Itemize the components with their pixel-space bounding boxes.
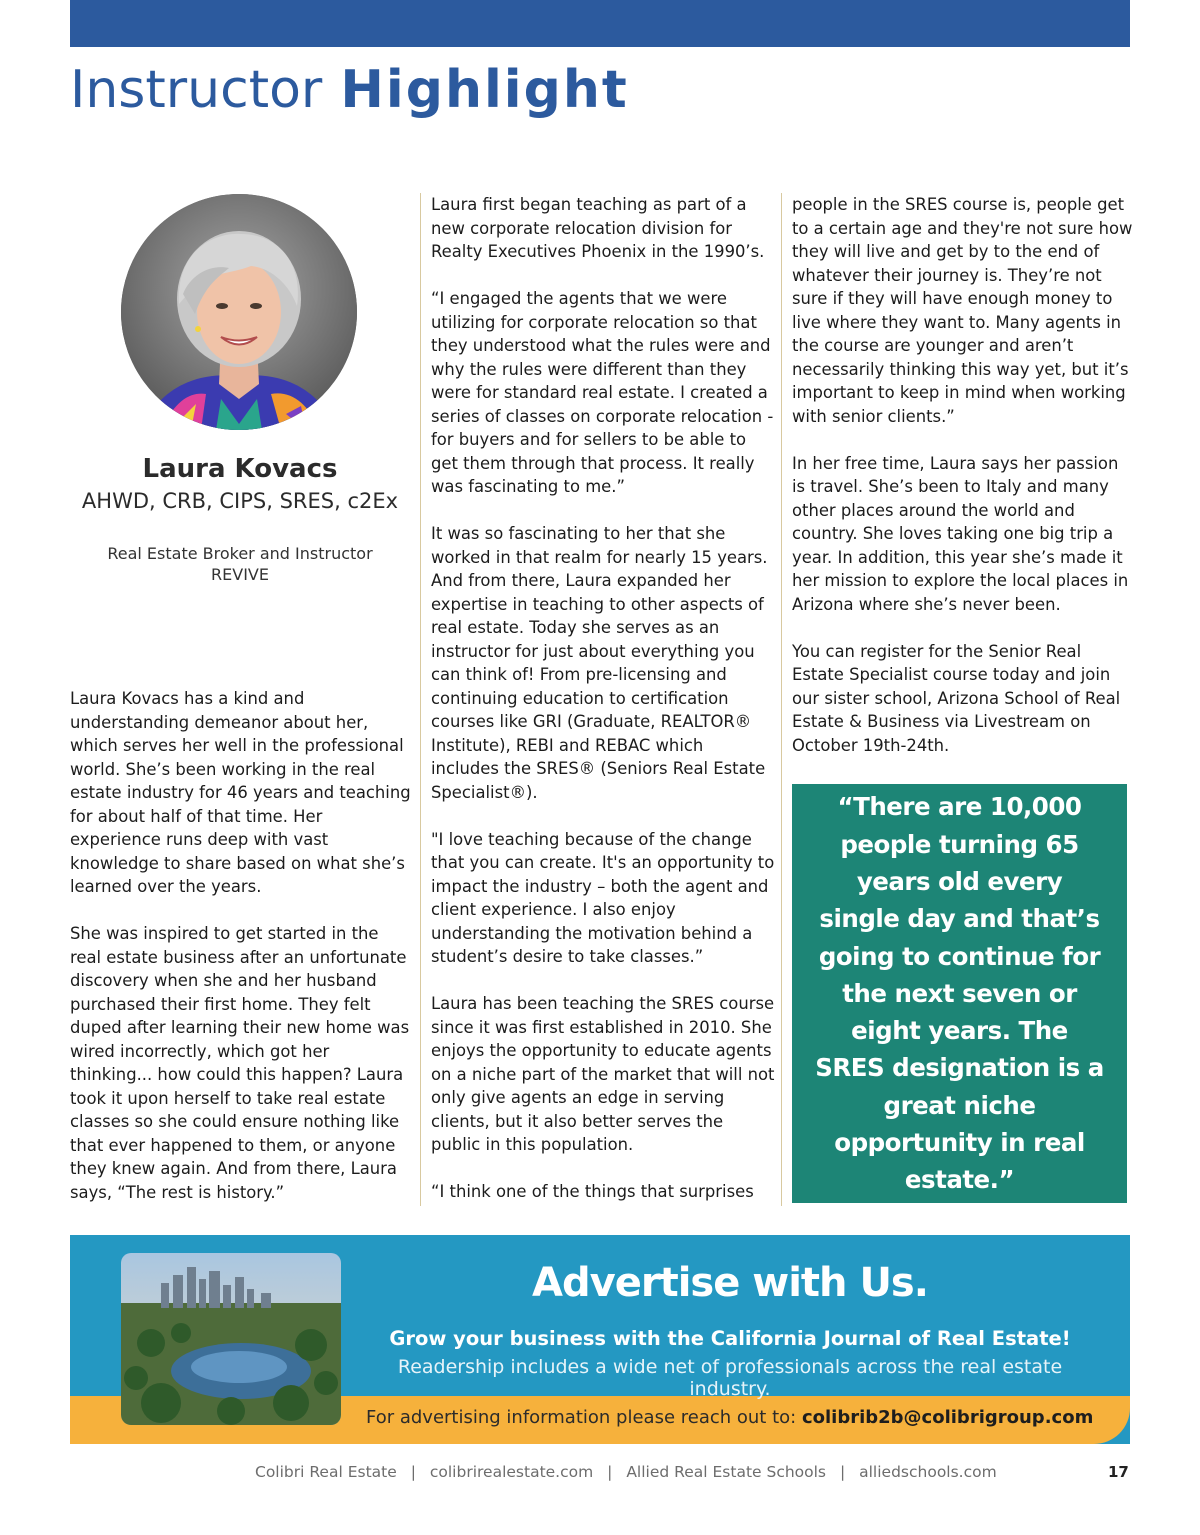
instructor-organization: REVIVE xyxy=(211,565,269,584)
paragraph: You can register for the Senior Real Estate Specialist course today and join our sister school, Arizona School of Real Estate & Business via Livestream on October 19th-24th. xyxy=(792,641,1121,755)
advertise-banner[interactable] xyxy=(70,1235,1130,1444)
city-illustration xyxy=(121,1253,341,1425)
paragraph: “I engaged the agents that we were utilizing for corporate relocation so that they understood what the rules were and why the rules were different than they were for standard real estate. I created a series of classes on corporate relocation - for buyers and for sellers to be able to get them through that process. It really was fascinating to me.” xyxy=(431,289,774,496)
ad-contact-email[interactable]: colibrib2b@colibrigroup.com xyxy=(801,1407,1094,1428)
ad-subhead: Grow your business with the California Journal of Real Estate! xyxy=(389,1327,1071,1350)
paragraph: In her free time, Laura says her passion is travel. She’s been to Italy and many other places around the world and country. She loves taking one big trip a year. In addition, this year she’s made it her mission to explore the local places in Arizona where she’s never been. xyxy=(792,453,1129,614)
city-photo xyxy=(121,1253,341,1425)
paragraph: Laura has been teaching the SRES course since it was first established in 2010. She enjoys the opportunity to educate agents on a niche part of the market that will not only give agents an edge in serving clients, but it also better serves the public in this population. xyxy=(431,994,775,1154)
title-bold: Highlight xyxy=(340,60,629,120)
paragraph: people in the SRES course is, people get to a certain age and they're not sure how they will live and get by to the end of whatever their journey is. They’re not sure if they will have enough money to live where they want to. Many agents in the course are younger and aren’t necessarily thinking this way yet, but it’s important to keep in mind when working with senior clients.” xyxy=(792,195,1133,426)
footer-separator: | xyxy=(410,1463,416,1481)
article-column-2 xyxy=(431,193,776,1227)
instructor-role: Real Estate Broker and Instructor xyxy=(107,544,373,563)
header-bar xyxy=(70,0,1130,47)
ad-contact-prefix: For advertising information please reach out to: xyxy=(366,1407,797,1428)
paragraph: "I love teaching because of the change that you can create. It's an opportunity to impact the industry – both the agent and client experience. I also enjoy understanding the motivation behind a student’s desire to take classes.” xyxy=(431,829,775,966)
footer-brand: Allied Real Estate Schools xyxy=(626,1463,827,1481)
footer-link[interactable]: colibrirealestate.com xyxy=(429,1463,594,1481)
article-column-1 xyxy=(70,687,412,1228)
article-column-3 xyxy=(792,193,1134,781)
title-light: Instructor xyxy=(70,60,323,120)
column-divider xyxy=(420,193,421,1206)
footer-link[interactable]: alliedschools.com xyxy=(859,1463,997,1481)
instructor-credentials: AHWD, CRB, CIPS, SRES, c2Ex xyxy=(81,489,399,513)
ad-contact xyxy=(366,1407,1106,1428)
paragraph: Laura first began teaching as part of a new corporate relocation division for Realty Executives Phoenix in the 1990’s. xyxy=(431,195,765,261)
ad-description: Readership includes a wide net of professionals across the real estate industry. xyxy=(397,1356,1063,1400)
footer-separator: | xyxy=(607,1463,613,1481)
portrait-illustration xyxy=(121,194,357,430)
pull-quote-box xyxy=(792,784,1127,1203)
footer-separator: | xyxy=(839,1463,846,1481)
footer-brand: Colibri Real Estate xyxy=(255,1463,397,1481)
paragraph: It was so fascinating to her that she worked in that realm for nearly 15 years. And from there, Laura expanded her expertise in teaching to other aspects of real estate. Today she serves as an instructor for just about everything you can think of! From pre-licensing and continuing education to certification courses like GRI (Graduate, REALTOR® Institute), REBI and REBAC which includes the SRES® (Seniors Real Estate Specialist®). xyxy=(431,524,768,802)
pull-quote: “There are 10,000 people turning 65 years old every single day and that’s going to continue for the next seven or eight years. The SRES designation is a great niche opportunity in real estate.” xyxy=(815,792,1104,1195)
instructor-profile xyxy=(70,452,410,585)
paragraph: Laura Kovacs has a kind and understanding demeanor about her, which serves her well in the professional world. She’s been working in the real estate industry for 46 years and teaching for about half of that time. Her experience runs deep with vast knowledge to share based on what she’s learned over the years. xyxy=(70,689,411,896)
footer xyxy=(255,1463,997,1481)
instructor-name: Laura Kovacs xyxy=(142,454,338,484)
page-title xyxy=(70,60,629,120)
page-number: 17 xyxy=(1108,1463,1129,1481)
paragraph: She was inspired to get started in the real estate business after an unfortunate discovery when she and her husband purchased their first home. They felt duped after learning their new home was wired incorrectly, which got her thinking... how could this happen? Laura took it upon herself to take real estate classes so she could ensure nothing like that ever happened to them, or anyone they knew again. And from there, Laura says, “The rest is history.” xyxy=(70,924,410,1202)
ad-headline: Advertise with Us. xyxy=(532,1260,928,1306)
paragraph: “I think one of the things that surprises xyxy=(431,1182,754,1201)
instructor-photo xyxy=(121,194,357,430)
column-divider xyxy=(781,193,782,1206)
